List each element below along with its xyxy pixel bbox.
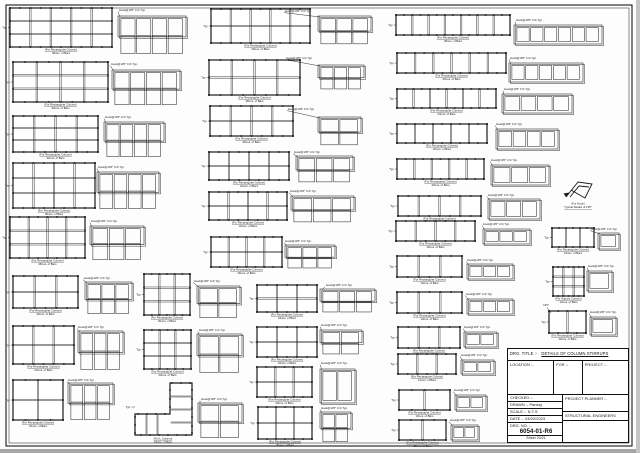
stirrup-bundle	[291, 196, 356, 222]
caption-label: (For Rectangular Column)	[408, 410, 441, 415]
typ-label: Typ.	[5, 80, 11, 84]
caption-label: (For Rectangular Column)	[424, 179, 457, 184]
rect-column-detail	[2, 7, 187, 55]
column-section	[10, 217, 85, 258]
stirrup-bundle	[197, 334, 244, 372]
hook-annotation-label: Hook@135° C/C Typ.	[286, 56, 313, 60]
stirrup-bundle	[509, 63, 585, 84]
bars-label: 20nos. of Bars	[275, 442, 295, 447]
column-section	[144, 274, 190, 315]
rect-column-detail	[389, 255, 514, 285]
hook-annotation-label: Hook@135° C/C Typ.	[321, 323, 348, 327]
caption-label: (For Rectangular Column)	[419, 241, 452, 246]
bars-label: 22nos. of Bars	[28, 423, 48, 428]
rect-column-detail	[5, 162, 160, 216]
L-column-detail	[126, 382, 244, 444]
checked-field: CHECKED :-	[508, 395, 562, 402]
bars-label: 22nos. of Bars	[432, 146, 452, 151]
bars-label: 10nos. of Bars	[415, 413, 434, 418]
bars-label: 28nos. of Bars	[245, 98, 264, 103]
rect-column-detail	[201, 189, 355, 228]
rect-column-detail	[2, 216, 145, 266]
bars-label: 24nos. of Bars	[437, 111, 456, 116]
typ-label: Typ.	[5, 398, 11, 402]
column-section	[397, 124, 487, 143]
column-section	[399, 420, 446, 440]
hook-annotation-label: Hook@135° C/C Typ.	[464, 325, 491, 329]
hook-arrowhead	[564, 193, 570, 198]
location-row	[508, 361, 628, 394]
rect-column-detail	[201, 56, 365, 103]
hook-annotation-label: Hook@135° C/C Typ.	[454, 388, 481, 392]
bars-label: 20nos. of Bars	[157, 318, 177, 323]
rect-column-detail	[202, 105, 362, 145]
angle-note-label: 135°	[543, 303, 549, 307]
rect-column-detail	[390, 325, 498, 356]
info-left-column	[508, 395, 563, 442]
column-section	[13, 163, 95, 208]
typ-label: Typ.	[389, 264, 395, 269]
stirrup-bundle	[461, 360, 496, 376]
hook-annotation-label: Hook@135° C/C Typ.	[483, 222, 510, 226]
hook-annotation-label: Hook@135° C/C Typ.	[321, 361, 348, 365]
stirrup-bundle	[587, 271, 614, 293]
hook-bar-shape	[566, 182, 592, 198]
hook-annotation-label: Hook@135° C/C Typ.	[194, 279, 221, 283]
hook-annotation-label: Hook@135° C/C Typ.	[288, 107, 315, 111]
caption-label: (For Rectangular Column)	[268, 397, 301, 402]
bars-label: 24nos. of Bars	[239, 183, 259, 188]
column-section	[211, 237, 282, 267]
hook-annotation-label: Hook@135° C/C Typ.	[590, 310, 617, 314]
stirrup-bundle	[296, 156, 355, 182]
hook-caption: (For Hook)	[571, 201, 585, 206]
hook-caption-underlined: Typical Details of 135°	[564, 205, 592, 210]
empty-cell	[563, 421, 628, 442]
column-section	[209, 192, 287, 220]
stirrup-bundle	[451, 425, 480, 442]
stirrup-bundle	[464, 332, 499, 349]
hook-annotation-label: Hook@135° C/C Typ.	[504, 87, 531, 91]
column-section	[13, 276, 78, 308]
info-grid	[508, 394, 628, 442]
hook-annotation-label: Hook@135° C/C Typ.	[199, 328, 226, 332]
page-bottom-edge	[0, 449, 640, 453]
typ-label: Typ.	[203, 250, 209, 254]
caption-label: (For Rectangular Column)	[150, 315, 184, 320]
rect-column-detail	[541, 303, 617, 341]
typ-label: Typ.	[2, 235, 8, 240]
column-section	[257, 367, 312, 397]
caption-label: (For Rectangular Column)	[39, 152, 72, 157]
stirrup-bundle	[197, 286, 242, 318]
hook-annotation-label: Hook@135° C/C Typ.	[91, 219, 118, 223]
stirrup-bundle	[318, 117, 363, 145]
hook-annotation-label: Hook@135° C/C Typ.	[321, 406, 348, 410]
rect-column-detail	[249, 361, 356, 405]
bars-label: 18nos. of Bars	[153, 440, 173, 444]
project-cell: PROJECT :-	[584, 362, 607, 367]
bars-label: 20nos. of Bars	[158, 372, 177, 377]
column-section	[257, 327, 317, 357]
stirrup-bundle	[285, 245, 337, 268]
caption-label: (For Rectangular Column)	[410, 374, 444, 379]
rect-column-detail	[388, 220, 531, 249]
typ-label: Typ.	[202, 119, 208, 123]
typ-label: Typ.	[390, 362, 396, 366]
caption-label: (For Rectangular Column)	[556, 247, 590, 252]
typ-label: Typ.	[125, 405, 131, 409]
typ-label: Typ.	[5, 183, 11, 188]
hook-annotation-label: Hook@135° C/C Typ.	[105, 115, 132, 119]
drg-no-value: 6054-01-R6	[519, 428, 553, 435]
typ-label: Typ.	[2, 25, 8, 30]
rect-column-detail	[390, 193, 541, 224]
rect-column-detail	[389, 122, 559, 151]
hook-annotation-label: Hook@135° C/C Typ.	[119, 8, 146, 12]
bars-label: 20nos. of Bars	[431, 182, 450, 187]
column-section	[258, 407, 312, 439]
typ-label: Typ.	[5, 343, 11, 347]
column-section	[10, 8, 112, 47]
bars-label: 32nos. of Bars	[46, 155, 65, 160]
sheet-number: Sheet 20/21	[526, 436, 546, 441]
caption-label: (For Rectangular Column)	[435, 73, 468, 78]
rect-column-detail	[5, 275, 133, 316]
rect-column-detail	[5, 61, 181, 110]
rect-column-detail	[544, 227, 620, 255]
rect-column-detail	[389, 52, 584, 83]
bars-label: 30nos. of Bars	[251, 46, 270, 51]
typ-label: Typ.	[5, 132, 11, 136]
column-section	[397, 292, 462, 313]
bars-label: 12nos. of Bars	[417, 377, 437, 382]
caption-label: (For Rectangular Column)	[413, 313, 446, 318]
caption-label: (For Rectangular Column)	[231, 220, 265, 225]
date-field: DATE :- 03/02/2023	[508, 416, 562, 423]
hook-annotation-label: Hook@135° C/C Typ.	[294, 150, 321, 154]
column-section	[209, 152, 289, 180]
rect-column-detail	[5, 325, 124, 372]
stirrup-bundle	[320, 369, 357, 405]
stirrup-bundle	[491, 165, 551, 187]
stirrup-bundle	[496, 129, 560, 151]
column-section	[398, 354, 456, 374]
typ-label: Typ.	[390, 204, 396, 208]
scale-field: SCALE :- N.T.S.	[508, 409, 562, 416]
column-section	[399, 390, 450, 410]
bars-label: 24nos. of Bars	[34, 367, 53, 372]
column-section	[553, 267, 584, 296]
column-section	[552, 228, 594, 247]
drawn-field: DRAWN :- Pankaj	[508, 402, 562, 409]
caption-label: (For Rectangular Column)	[27, 364, 60, 369]
bars-label: 14nos. of Bars	[420, 280, 439, 285]
caption-label: (For Rectangular Column)	[44, 102, 77, 107]
typ-label: Typ.	[136, 347, 142, 352]
rect-column-detail	[391, 388, 487, 418]
column-section	[144, 330, 191, 369]
typ-label: Typ.	[249, 340, 255, 344]
column-section	[397, 53, 506, 73]
typ-label: Typ.	[389, 61, 395, 65]
caption-label: (For Rectangular Column)	[244, 43, 277, 48]
hook-annotation-label: Hook@135° C/C Typ.	[466, 292, 493, 296]
caption-label: (For Rectangular Column)	[21, 420, 55, 425]
stirrup-bundle	[78, 331, 125, 369]
stirrup-bundle	[488, 199, 542, 221]
caption-label: (For Rectangular Column)	[406, 440, 439, 445]
stirrup-bundle	[90, 226, 146, 260]
rect-column-detail	[390, 353, 495, 382]
drg-title-label: DRG. TITLE :-	[510, 351, 538, 357]
info-right-column	[563, 395, 628, 442]
stirrup-bundle	[118, 16, 188, 54]
column-section	[397, 256, 462, 277]
hook-annotation-label: Hook@135° C/C Typ.	[201, 397, 228, 401]
typ-label: Typ.	[388, 229, 394, 233]
bars-label: 34nos. of Bars	[51, 105, 70, 110]
rect-column-detail	[201, 150, 354, 188]
caption-label: (For Rectangular Column)	[270, 357, 304, 362]
column-section	[396, 221, 475, 241]
bars-label: 26nos. of Bars	[36, 311, 55, 316]
caption-label: (For Rectangular Column)	[430, 108, 463, 113]
bars-label: 26nos. of Bars	[442, 76, 461, 81]
stirrup-bundle	[320, 289, 377, 312]
hook-annotation-label: Hook@135° C/C Typ.	[467, 258, 494, 262]
column-section	[257, 285, 317, 312]
hook-annotation-label: Hook@135° C/C Typ.	[516, 18, 543, 22]
caption-label: (For Rectangular Column)	[29, 308, 62, 313]
structural-engineers-field: STRUCTURAL ENGINEERS	[563, 412, 628, 421]
hook-annotation-label: Hook@135° C/C Typ.	[491, 158, 518, 162]
typ-label: Typ.	[250, 421, 256, 425]
caption-label: (For Rectangular Column)	[232, 180, 266, 185]
stirrup-bundle	[483, 229, 532, 246]
stirrup-bundle	[455, 395, 488, 412]
drg-no-label: DRG. NO. :-	[510, 423, 532, 428]
rect-column-detail	[5, 115, 165, 160]
caption-label: (For Rectangular Column)	[37, 208, 71, 213]
column-section	[398, 196, 481, 216]
stirrup-bundle	[502, 94, 574, 115]
stirrup-bundle	[318, 16, 373, 44]
caption-label: (For L Column)	[153, 436, 173, 441]
caption-label: (For Rectangular Column)	[268, 439, 302, 444]
rect-column-detail	[203, 8, 372, 51]
rect-column-detail	[136, 328, 243, 377]
rect-column-detail	[389, 158, 550, 187]
hook-annotation-label: Hook@135° C/C Typ.	[98, 165, 125, 169]
caption-label: (For Rectangular Column)	[551, 333, 584, 338]
bars-label: 12nos. of Bars	[559, 299, 578, 304]
bars-label: 28nos. of Bars	[38, 261, 57, 266]
location-cell: LOCATION :-	[508, 361, 554, 394]
stirrup-bundle	[318, 65, 366, 89]
bars-label: 28nos. of Bars	[443, 38, 463, 43]
bars-label: 14nos. of Bars	[420, 316, 439, 321]
typ-label: Typ.	[545, 279, 551, 284]
caption-label: (For Rectangular Column)	[270, 312, 304, 317]
bars-label: 22nos. of Bars	[238, 223, 258, 228]
typ-label: Typ.	[389, 131, 395, 136]
rect-column-detail	[249, 283, 376, 320]
hook-typical-detail	[564, 182, 593, 209]
column-section	[210, 106, 293, 136]
column-section	[209, 60, 300, 95]
typ-label: Typ.	[544, 235, 550, 240]
typ-label: Typ.	[201, 204, 207, 208]
for-cell: FOR :-	[554, 361, 583, 394]
stirrup-bundle	[590, 317, 618, 337]
column-section	[13, 380, 63, 420]
bars-label: 26nos. of Bars	[242, 139, 261, 144]
bars-label: 24nos. of Bars	[277, 315, 297, 320]
caption-label: (For Rectangular Column)	[412, 348, 446, 353]
rect-column-detail	[389, 87, 573, 116]
caption-label: (For Rectangular Column)	[238, 95, 271, 100]
rect-column-detail	[391, 418, 479, 448]
hook-annotation-label: Hook@135° C/C Typ.	[588, 264, 615, 268]
typ-label: Typ.	[201, 164, 207, 168]
caption-label: (For Rectangular Column)	[151, 369, 184, 374]
caption-label: (For Rectangular Column)	[423, 216, 456, 221]
typ-label: Typ.	[249, 380, 255, 384]
column-section	[549, 311, 586, 333]
bars-label: 10nos. of Bars	[558, 336, 577, 341]
rect-column-detail	[136, 273, 241, 323]
bars-label: 20nos. of Bars	[275, 400, 294, 405]
drg-title: DETAILS OF COLUMN STIRRUPS	[541, 351, 609, 357]
hook-annotation-label: Hook@135° C/C Typ.	[290, 189, 317, 193]
hook-annotation-label: Hook@135° C/C Typ.	[285, 239, 312, 243]
hook-annotation-label: Hook@135° C/C Typ.	[78, 325, 105, 329]
stirrup-bundle	[320, 412, 353, 442]
square-column-detail	[545, 264, 615, 304]
stirrup-bundle	[467, 264, 515, 281]
column-section	[397, 89, 496, 108]
stirrup-bundle	[598, 233, 621, 251]
stirrup-bundle	[97, 172, 161, 209]
typ-label: Typ.	[391, 398, 397, 402]
caption-label: (For Rectangular Column)	[230, 267, 263, 272]
stirrup-bundle	[112, 70, 182, 105]
drg-no-field	[508, 423, 562, 436]
hook-annotation-label: Hook@135° C/C Typ.	[510, 56, 537, 60]
caption-label: (For Rectangular Column)	[436, 35, 470, 40]
bars-label: 10nos. of Bars	[563, 250, 583, 255]
column-section	[397, 159, 484, 179]
typ-label: Typ.	[201, 75, 207, 80]
caption-label: (For Rectangular Column)	[425, 143, 459, 148]
rect-column-detail	[249, 323, 363, 365]
caption-label: (For Square Column)	[555, 296, 582, 301]
bars-label: 22nos. of Bars	[277, 360, 297, 365]
hook-annotation-label: Hook@135° C/C Typ.	[84, 276, 111, 280]
hook-annotation-label: Hook@135° C/C Typ.	[496, 122, 523, 126]
stirrup-bundle	[104, 122, 166, 157]
hook-annotation-label: Hook@135° C/C Typ.	[450, 418, 477, 422]
hook-annotation-label: Hook@135° C/C Typ.	[488, 193, 515, 197]
hook-annotation-label: Hook@135° C/C Typ.	[461, 353, 488, 357]
caption-label: (For Rectangular Column)	[413, 277, 446, 282]
stirrup-bundle	[85, 282, 134, 314]
rect-column-detail	[5, 378, 114, 428]
bars-label: 10nos. of Bars	[413, 443, 432, 448]
column-section	[13, 326, 74, 364]
title-block	[507, 348, 629, 443]
page-right-edge	[636, 0, 640, 453]
bars-label: 30nos. of Bars	[44, 211, 64, 216]
title-row	[508, 349, 628, 361]
typ-label: Typ.	[389, 167, 395, 171]
bars-label: 36nos. of Bars	[51, 50, 71, 55]
typ-label: Typ.	[389, 96, 395, 101]
rect-column-detail	[388, 14, 603, 45]
stirrup-bundle	[68, 383, 115, 420]
typ-label: Typ.	[390, 335, 396, 340]
column-section	[398, 327, 460, 348]
project-planner-field: PROJECT PLANNER :-	[563, 395, 628, 412]
hook-annotation-label: Hook@135° C/C Typ.	[285, 9, 312, 13]
hook-annotation-label: Hook@135° C/C Typ.	[111, 62, 138, 66]
stirrup-bundle	[198, 403, 244, 438]
caption-label: (For Rectangular Column)	[31, 258, 64, 263]
typ-label: Typ.	[136, 292, 142, 297]
typ-label: Typ.	[203, 24, 209, 28]
typ-label: Typ.	[388, 23, 394, 27]
typ-label: Typ.	[541, 320, 547, 324]
rect-column-detail	[389, 291, 514, 321]
caption-label: (For Rectangular Column)	[44, 47, 78, 52]
typ-label: Typ.	[389, 300, 395, 305]
caption-label: (For Rectangular Column)	[235, 136, 268, 141]
hook-annotation-label: Hook@135° C/C Typ.	[591, 227, 618, 231]
stirrup-bundle	[514, 25, 604, 46]
bars-label: 16nos. of Bars	[426, 244, 445, 249]
column-section	[13, 116, 98, 152]
hook-annotation-label: Hook@135° C/C Typ.	[326, 283, 353, 287]
column-section	[13, 62, 108, 102]
typ-label: Typ.	[249, 296, 255, 301]
stirrup-bundle	[320, 330, 364, 354]
bars-label: 26nos. of Bars	[237, 270, 256, 275]
stirrup-bundle	[467, 299, 515, 316]
rect-column-detail	[203, 236, 336, 275]
typ-label: Typ.	[5, 290, 11, 294]
rect-column-detail	[250, 406, 352, 447]
typ-label: Typ.	[391, 428, 397, 432]
hook-annotation-label: Hook@135° C/C Typ.	[68, 378, 95, 382]
